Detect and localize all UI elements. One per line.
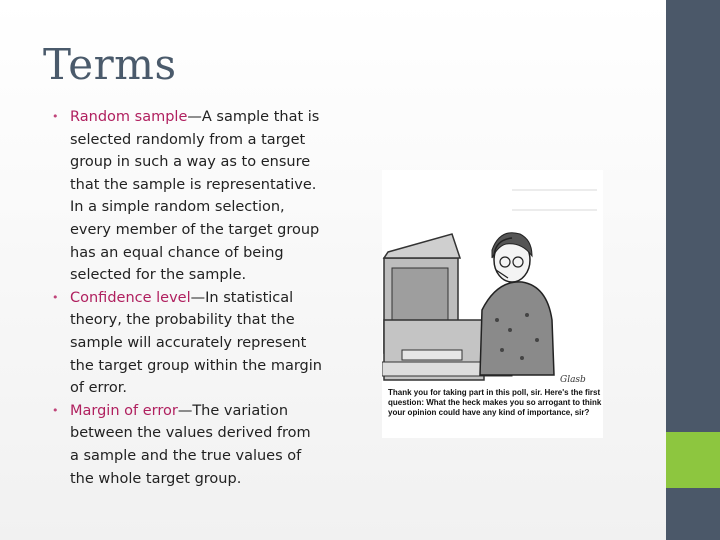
bullet-term: Random sample <box>70 109 188 125</box>
bullet-item <box>52 287 322 400</box>
cartoon-caption: Thank you for taking part in this poll, sir. Here's the first question: What the heck makes you so arrogant to think your opinion could have any kind of importance, sir? <box>388 388 602 417</box>
bullet-icon: • <box>52 290 59 304</box>
cartoon-drawing <box>382 170 603 388</box>
accent-block <box>666 432 720 488</box>
bullet-text: —A sample that is selected randomly from a target group in such a way as to ensure that the sample is representative. In a simple random selection, every member of the target group has an equal chance of being selected for the sample. <box>70 109 320 284</box>
bullet-text: —In statistical theory, the probability that the sample will accurately represent the target group within the margin of error. <box>70 289 322 397</box>
bullet-icon: • <box>52 110 59 123</box>
bullet-term: Confidence level <box>70 289 191 306</box>
bullet-list <box>52 106 322 490</box>
bullet-term: Margin of error <box>70 402 178 419</box>
sidebar-bar <box>666 0 720 540</box>
bullet-icon: • <box>52 403 59 417</box>
cartoon-signature: Glasb <box>560 375 586 385</box>
bullet-item <box>52 106 322 287</box>
slide-title: Terms <box>43 40 177 89</box>
bullet-text: —The variation between the values derived from a sample and the true values of the whole target group. <box>70 402 311 487</box>
bullet-item <box>52 400 322 490</box>
cartoon-image <box>382 170 603 438</box>
